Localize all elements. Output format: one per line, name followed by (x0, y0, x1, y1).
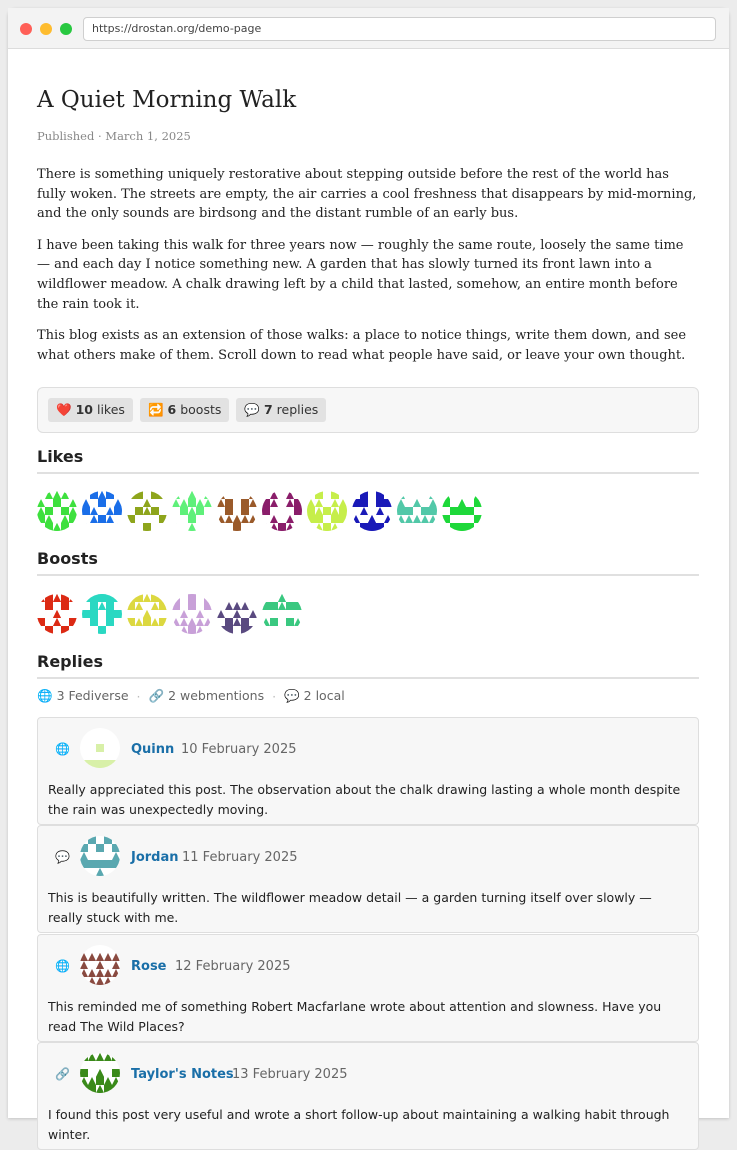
avatar[interactable] (307, 491, 347, 531)
reply-text: This is beautifully written. The wildflower meadow detail — a garden turning itself over slowly — really stuck with me. (48, 890, 652, 925)
browser-titlebar (8, 8, 729, 49)
boosts-heading: Boosts (37, 549, 699, 576)
replies-chip[interactable] (236, 398, 326, 422)
reply-card (37, 1042, 699, 1150)
avatar[interactable] (172, 594, 212, 634)
avatar[interactable] (80, 945, 120, 985)
repeat-icon: 🔁 (147, 402, 164, 417)
avatar[interactable] (82, 594, 122, 634)
likes-chip[interactable] (48, 398, 133, 422)
post-meta: Published · March 1, 2025 (37, 129, 191, 143)
reply-text: Really appreciated this post. The observation about the chalk drawing lasting a whole month despite the rain was unexpectedly moving. (48, 782, 681, 817)
post-paragraph: I have been taking this walk for three years now — roughly the same route, loosely the same time — and each day I notice something new. A garden that has slowly turned its front lawn into a wildflower meadow. A chalk drawing left by a child that lasted, somehow, an entire month before the rain took it. (37, 237, 684, 312)
boosts-avatar-list (37, 594, 302, 634)
interaction-stats (37, 387, 699, 433)
boosts-chip[interactable] (140, 398, 229, 422)
avatar[interactable] (127, 491, 167, 531)
reply-text: I found this post very useful and wrote a short follow-up about maintaining a walking habit through winter. (48, 1107, 670, 1142)
avatar[interactable] (80, 836, 120, 876)
filter-fediverse[interactable]: 🌐 3 Fediverse (37, 688, 129, 703)
reply-author-link[interactable]: Rose (131, 959, 167, 974)
reply-date: 12 February 2025 (175, 959, 291, 974)
link-icon: 🔗 (148, 688, 165, 703)
browser-window (8, 8, 729, 1142)
reply-author-link[interactable]: Taylor's Notes (131, 1067, 234, 1082)
avatar[interactable] (442, 491, 482, 531)
avatar[interactable] (80, 1053, 120, 1093)
boosts-count: 6 (167, 402, 177, 417)
address-bar[interactable]: https://drostan.org/demo-page (83, 17, 716, 41)
avatar[interactable] (217, 594, 257, 634)
reply-source-icon: 🌐 (55, 742, 70, 756)
post-paragraph: There is something uniquely restorative about stepping outside before the rest of the world has fully woken. The streets are empty, the air carries a cool freshness that disappears by mid-morning, and the only sounds are birdsong and the distant rumble of an early bus. (37, 167, 697, 222)
reply-author-link[interactable]: Jordan (131, 850, 179, 865)
speech-bubble-icon: 💬 (284, 688, 300, 703)
filter-local[interactable]: 💬 2 local (284, 688, 345, 703)
avatar[interactable] (217, 491, 257, 531)
avatar[interactable] (80, 728, 120, 768)
reply-date: 13 February 2025 (232, 1067, 348, 1082)
avatar[interactable] (352, 491, 392, 531)
reply-card (37, 825, 699, 933)
separator: · (272, 688, 277, 704)
minimize-window-button[interactable] (40, 23, 52, 35)
reply-card (37, 717, 699, 825)
reply-date: 11 February 2025 (182, 850, 298, 865)
post-paragraph: This blog exists as an extension of those walks: a place to notice things, write them down, and see what others make of them. Scroll down to read what people have said, or leave your own thought. (37, 328, 687, 363)
speech-bubble-icon: 💬 (244, 402, 260, 417)
avatar[interactable] (82, 491, 122, 531)
replies-count: 7 (263, 402, 273, 417)
reply-source-icon: 🔗 (55, 1067, 70, 1081)
likes-heading: Likes (37, 447, 699, 474)
maximize-window-button[interactable] (60, 23, 72, 35)
reply-date: 10 February 2025 (181, 742, 297, 757)
likes-avatar-list (37, 491, 482, 531)
boosts-label: boosts (180, 402, 222, 417)
likes-label: likes (96, 402, 125, 417)
reply-source-filters (37, 688, 345, 704)
filter-webmentions[interactable]: 🔗 2 webmentions (148, 688, 265, 703)
post-body (37, 165, 699, 377)
reply-author-link[interactable]: Quinn (131, 742, 175, 757)
avatar[interactable] (262, 594, 302, 634)
avatar[interactable] (262, 491, 302, 531)
post-title: A Quiet Morning Walk (37, 87, 297, 113)
avatar[interactable] (397, 491, 437, 531)
reply-card (37, 934, 699, 1042)
avatar[interactable] (37, 594, 77, 634)
replies-heading: Replies (37, 652, 699, 679)
heart-icon: ❤️ (56, 402, 72, 417)
reply-source-icon: 💬 (55, 850, 70, 864)
reply-source-icon: 🌐 (55, 959, 70, 973)
globe-icon: 🌐 (37, 688, 53, 703)
replies-label: replies (276, 402, 319, 417)
separator: · (136, 688, 141, 704)
likes-count: 10 (75, 402, 93, 417)
close-window-button[interactable] (20, 23, 32, 35)
avatar[interactable] (127, 594, 167, 634)
avatar[interactable] (172, 491, 212, 531)
avatar[interactable] (37, 491, 77, 531)
reply-text: This reminded me of something Robert Macfarlane wrote about attention and slowness. Have you read The Wild Places? (48, 999, 662, 1034)
